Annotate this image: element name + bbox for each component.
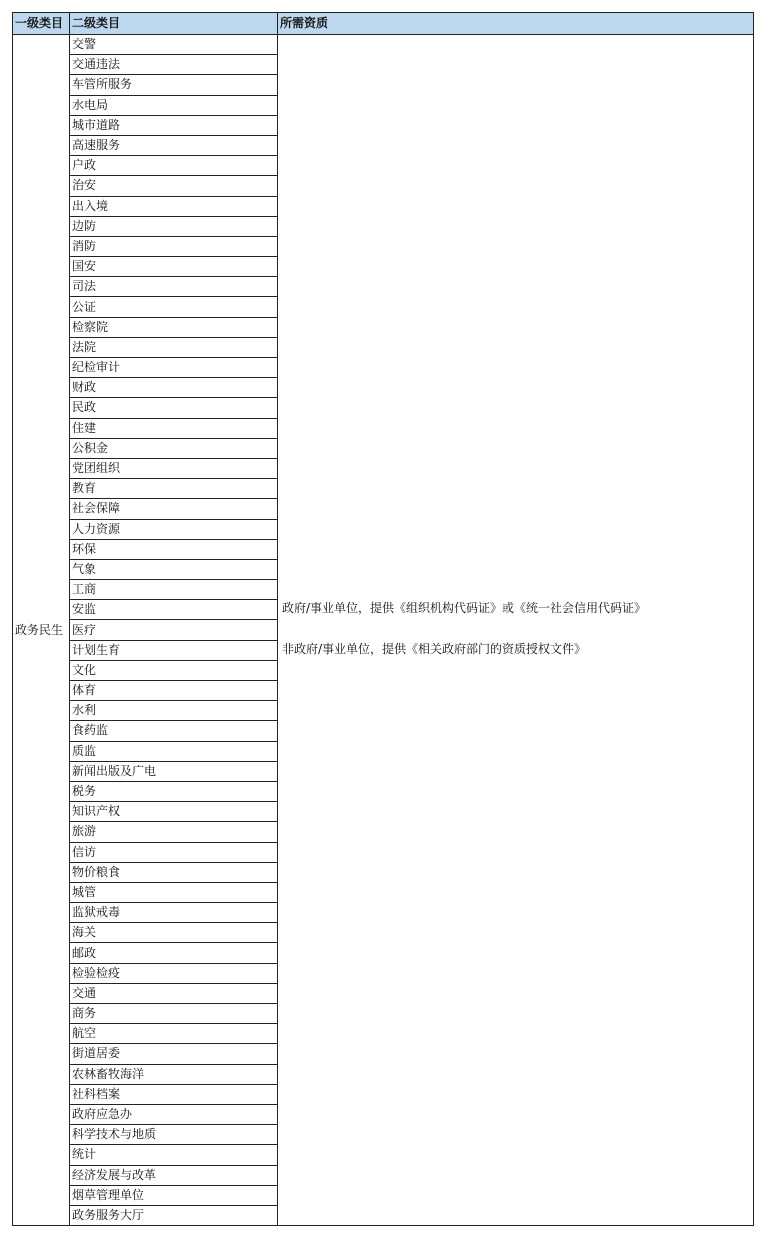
sub-category-cell: 城管 <box>70 882 278 902</box>
sub-category-cell: 统计 <box>70 1145 278 1165</box>
sub-category-cell: 国安 <box>70 257 278 277</box>
sub-category-cell: 旅游 <box>70 822 278 842</box>
sub-category-cell: 户政 <box>70 156 278 176</box>
sub-category-cell: 纪检审计 <box>70 358 278 378</box>
sub-category-cell: 消防 <box>70 236 278 256</box>
sub-category-cell: 水利 <box>70 701 278 721</box>
sub-category-cell: 文化 <box>70 660 278 680</box>
sub-category-cell: 知识产权 <box>70 802 278 822</box>
table-row <box>13 35 754 55</box>
sub-category-cell: 工商 <box>70 580 278 600</box>
sub-category-cell: 出入境 <box>70 196 278 216</box>
sub-category-cell: 医疗 <box>70 620 278 640</box>
sub-category-cell: 社会保障 <box>70 499 278 519</box>
sub-category-cell: 航空 <box>70 1024 278 1044</box>
sub-category-cell: 公证 <box>70 297 278 317</box>
requirement-government: 政府/事业单位，提供《组织机构代码证》或《统一社会信用代码证》 <box>282 601 647 615</box>
header-row <box>13 13 754 35</box>
sub-category-cell: 住建 <box>70 418 278 438</box>
sub-category-cell: 治安 <box>70 176 278 196</box>
sub-category-cell: 车管所服务 <box>70 75 278 95</box>
sub-category-cell: 政府应急办 <box>70 1104 278 1124</box>
sub-category-cell: 街道居委 <box>70 1044 278 1064</box>
sub-category-cell: 社科档案 <box>70 1084 278 1104</box>
sub-category-cell: 法院 <box>70 337 278 357</box>
sub-category-cell: 水电局 <box>70 95 278 115</box>
sub-category-cell: 财政 <box>70 378 278 398</box>
header-category-1: 一级类目 <box>13 13 70 35</box>
sub-category-cell: 边防 <box>70 216 278 236</box>
sub-category-cell: 城市道路 <box>70 115 278 135</box>
requirements-cell <box>278 35 754 1226</box>
sub-category-cell: 体育 <box>70 681 278 701</box>
sub-category-cell: 司法 <box>70 277 278 297</box>
table-body <box>13 35 754 1226</box>
sub-category-cell: 监狱戒毒 <box>70 903 278 923</box>
sub-category-cell: 经济发展与改革 <box>70 1165 278 1185</box>
sub-category-cell: 政务服务大厅 <box>70 1205 278 1225</box>
category-1-cell: 政务民生 <box>13 35 70 1226</box>
sub-category-cell: 教育 <box>70 479 278 499</box>
sub-category-cell: 质监 <box>70 741 278 761</box>
sub-category-cell: 公积金 <box>70 438 278 458</box>
header-requirements: 所需资质 <box>278 13 754 35</box>
sub-category-cell: 交通 <box>70 983 278 1003</box>
sub-category-cell: 物价粮食 <box>70 862 278 882</box>
sub-category-cell: 民政 <box>70 398 278 418</box>
sub-category-cell: 新闻出版及广电 <box>70 761 278 781</box>
qualification-table <box>12 12 754 1226</box>
requirement-non-government: 非政府/事业单位，提供《相关政府部门的资质授权文件》 <box>282 642 587 656</box>
sub-category-cell: 科学技术与地质 <box>70 1125 278 1145</box>
sub-category-cell: 环保 <box>70 539 278 559</box>
sub-category-cell: 检验检疫 <box>70 963 278 983</box>
sub-category-cell: 食药监 <box>70 721 278 741</box>
sub-category-cell: 烟草管理单位 <box>70 1185 278 1205</box>
sub-category-cell: 农林畜牧海洋 <box>70 1064 278 1084</box>
sub-category-cell: 人力资源 <box>70 519 278 539</box>
sub-category-cell: 安监 <box>70 600 278 620</box>
sub-category-cell: 交警 <box>70 35 278 55</box>
sub-category-cell: 信访 <box>70 842 278 862</box>
sub-category-cell: 气象 <box>70 559 278 579</box>
sub-category-cell: 交通违法 <box>70 55 278 75</box>
sub-category-cell: 税务 <box>70 781 278 801</box>
header-category-2: 二级类目 <box>70 13 278 35</box>
sub-category-cell: 检察院 <box>70 317 278 337</box>
sub-category-cell: 邮政 <box>70 943 278 963</box>
sub-category-cell: 海关 <box>70 923 278 943</box>
sub-category-cell: 党团组织 <box>70 458 278 478</box>
sub-category-cell: 高速服务 <box>70 135 278 155</box>
sub-category-cell: 计划生育 <box>70 640 278 660</box>
sub-category-cell: 商务 <box>70 1004 278 1024</box>
